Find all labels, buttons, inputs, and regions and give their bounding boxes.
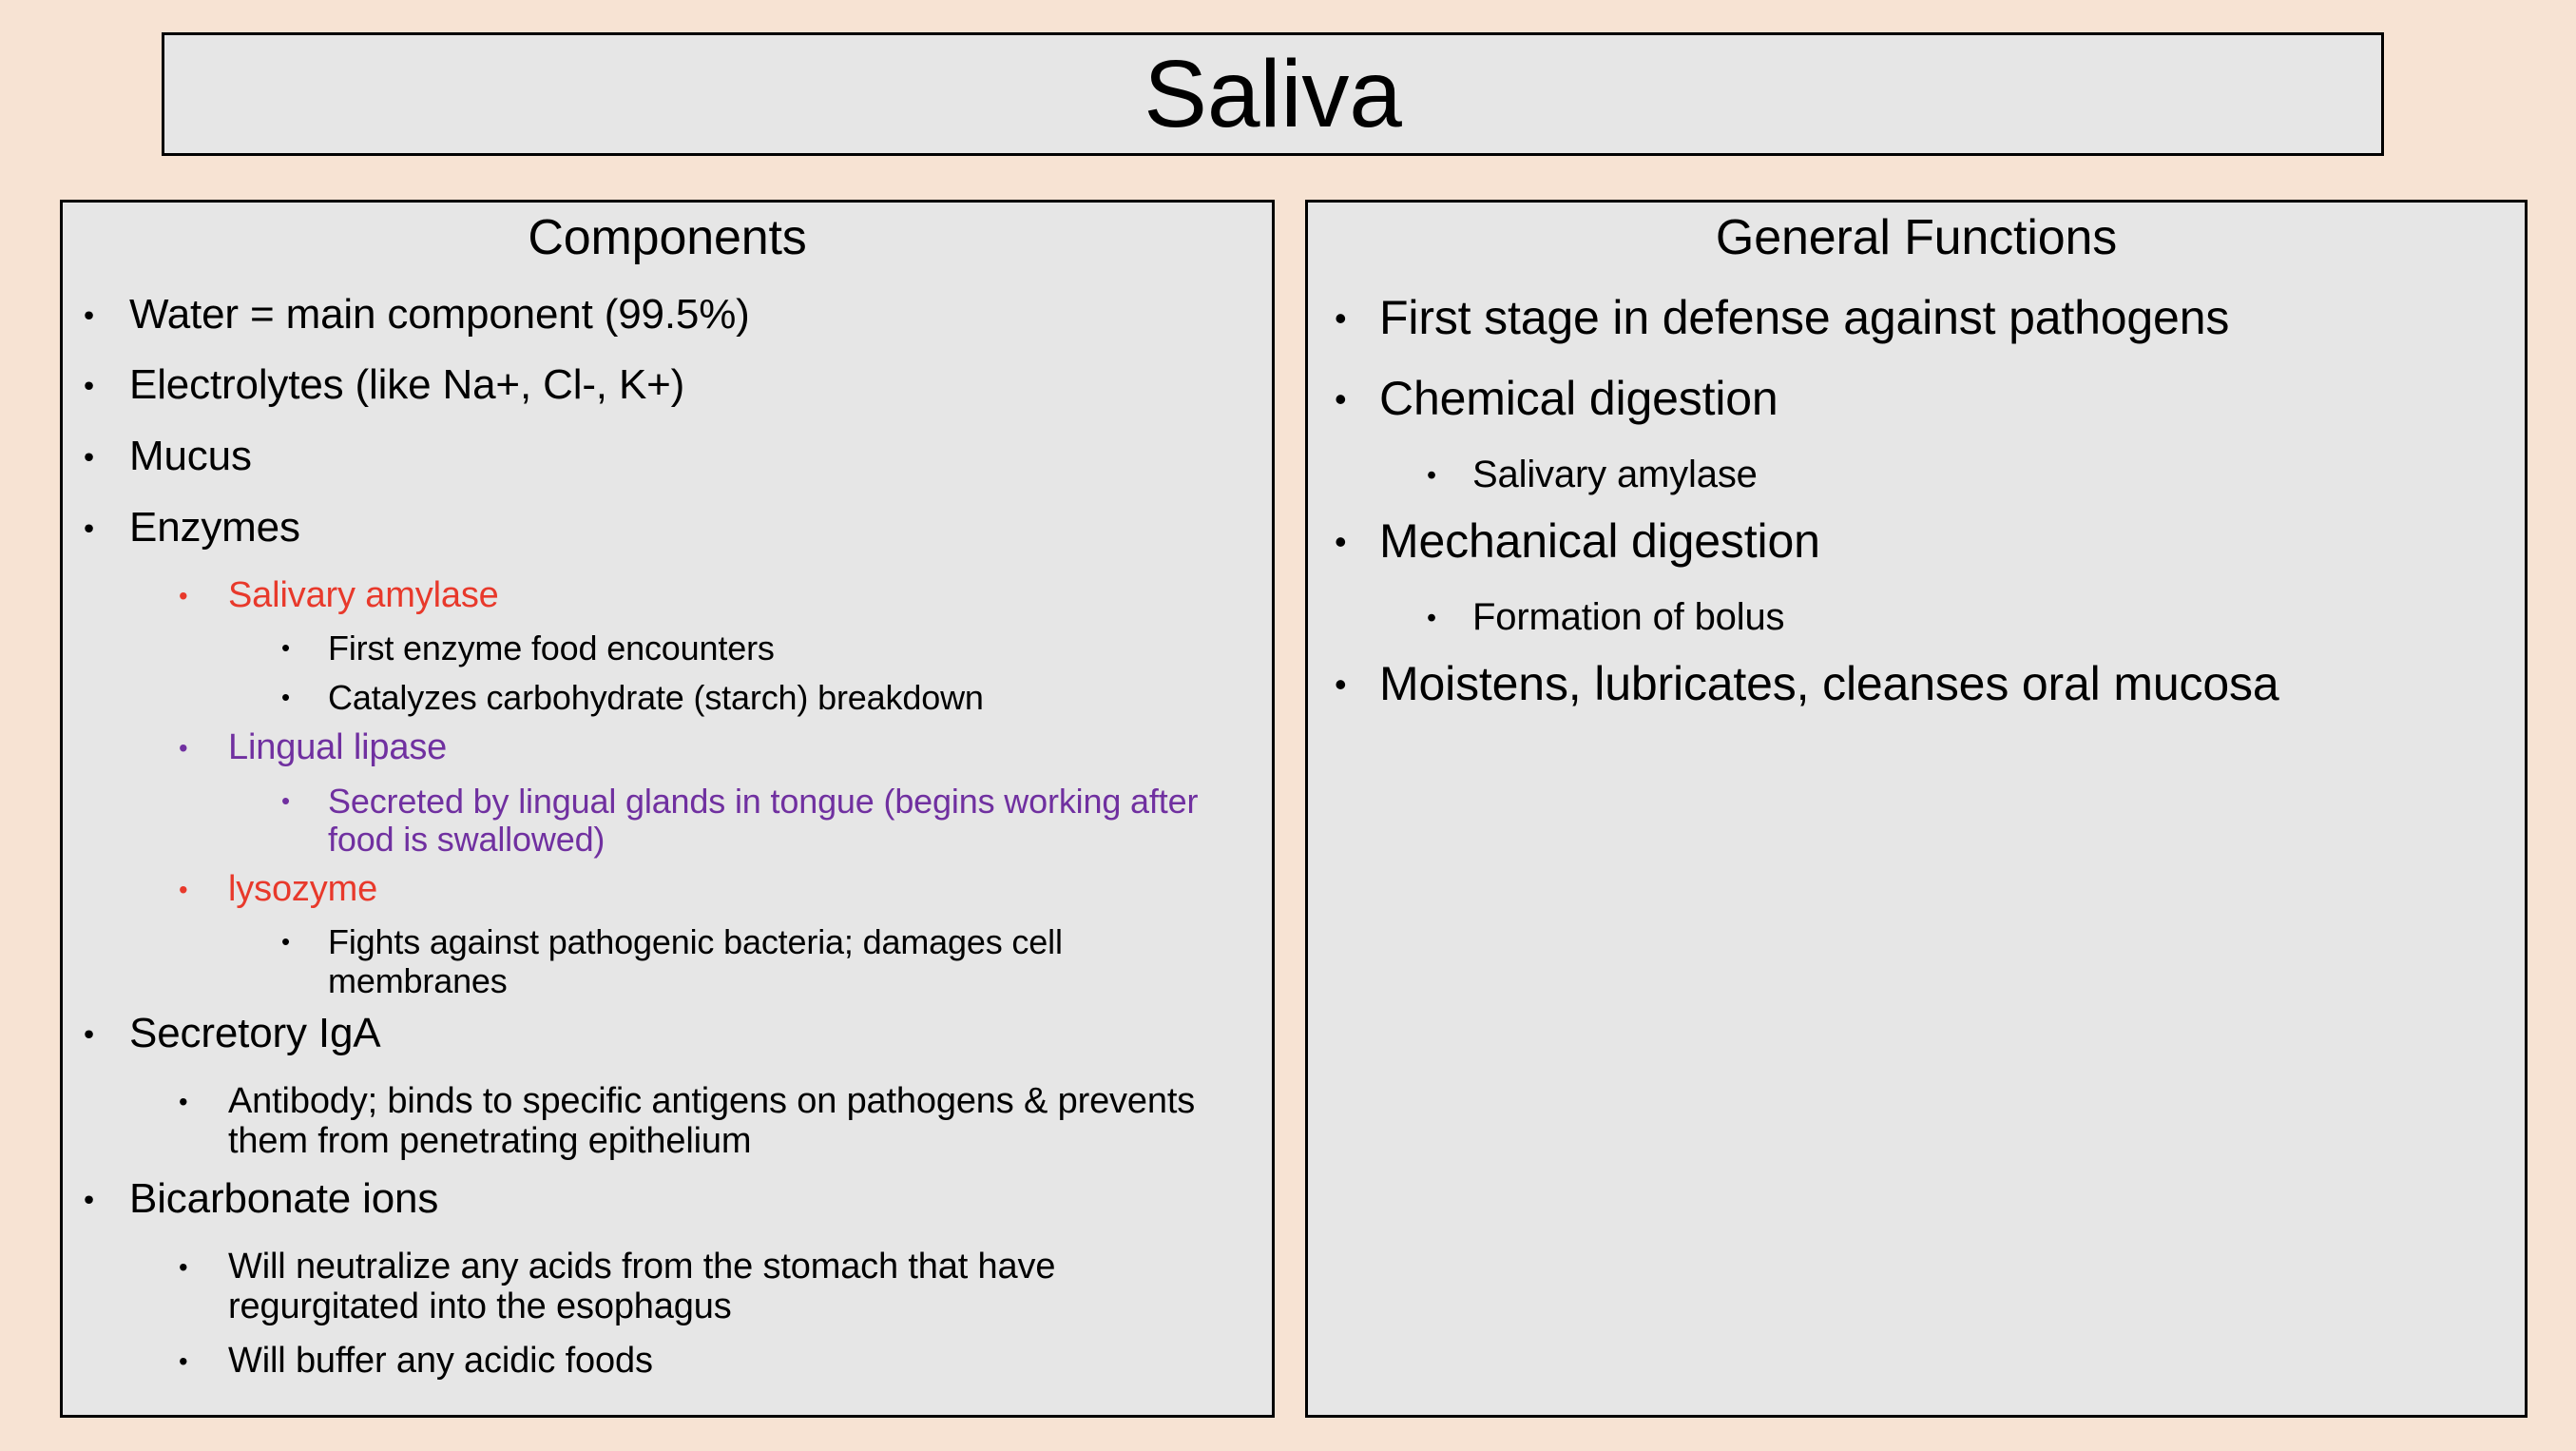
bullet-item-text: Enzymes [129, 503, 300, 551]
bullet-item-text: Electrolytes (like Na+, Cl-, K+) [129, 361, 685, 409]
bullet-icon: • [281, 788, 290, 816]
bullet-item [63, 1247, 1272, 1327]
bullet-item [1308, 657, 2525, 712]
bullet-item [63, 1010, 1272, 1058]
bullet-item [1308, 514, 2525, 570]
bullet-icon: • [1335, 379, 1347, 419]
bullet-icon: • [179, 580, 188, 610]
bullet-item [63, 1175, 1272, 1224]
bullet-item-text: lysozyme [228, 868, 378, 909]
general-functions-heading: General Functions [1715, 210, 2118, 265]
bullet-icon: • [179, 874, 188, 904]
bullet-icon: • [1335, 522, 1347, 562]
bullet-item-text: Fights against pathogenic bacteria; damages cell membranes [328, 922, 1063, 1000]
bullet-item [63, 629, 1272, 668]
bullet-item-text: Salivary amylase [1472, 453, 1758, 495]
bullet-item [63, 1081, 1272, 1162]
bullet-item-text: Moistens, lubricates, cleanses oral mucosa [1379, 656, 2279, 710]
bullet-icon: • [84, 439, 94, 474]
bullet-item-text: Mechanical digestion [1379, 514, 1820, 569]
components-heading: Components [528, 210, 807, 265]
components-panel [60, 200, 1275, 1418]
bullet-item [63, 291, 1272, 339]
bullet-item [63, 361, 1272, 410]
bullet-item [63, 1341, 1272, 1383]
bullet-icon: • [1335, 664, 1347, 704]
bullet-item [63, 727, 1272, 769]
bullet-icon: • [1335, 298, 1347, 338]
bullet-item [63, 433, 1272, 481]
page-title: Saliva [1144, 41, 1402, 147]
bullet-icon: • [281, 929, 290, 957]
bullet-item [63, 504, 1272, 552]
bullet-item [63, 923, 1272, 1000]
bullet-item-text: Water = main component (99.5%) [129, 290, 750, 338]
bullet-icon: • [84, 510, 94, 545]
bullet-icon: • [179, 1345, 188, 1376]
bullet-icon: • [84, 297, 94, 332]
bullet-item [1308, 454, 2525, 497]
bullet-icon: • [1427, 459, 1436, 491]
bullet-item [1308, 596, 2525, 640]
bullet-item-text: Secretory IgA [129, 1010, 381, 1057]
bullet-item-text: Will buffer any acidic foods [228, 1340, 653, 1381]
bullet-item-text: Formation of bolus [1472, 595, 1785, 638]
bullet-item-text: Catalyzes carbohydrate (starch) breakdown [328, 677, 984, 717]
bullet-item [1308, 372, 2525, 427]
bullet-item [1308, 291, 2525, 346]
bullet-item-text: Salivary amylase [228, 574, 499, 615]
bullet-item-text: Secreted by lingual glands in tongue (begins working after food is swallowed) [328, 782, 1199, 860]
bullet-item-text: Will neutralize any acids from the stomach that have regurgitated into the esophagus [228, 1246, 1056, 1327]
bullet-item [63, 679, 1272, 718]
bullet-item [63, 575, 1272, 617]
bullet-icon: • [1427, 602, 1436, 633]
bullet-icon: • [84, 368, 94, 403]
general-functions-panel [1305, 200, 2528, 1418]
bullet-item [63, 869, 1272, 911]
bullet-icon: • [179, 733, 188, 764]
bullet-icon: • [179, 1251, 188, 1282]
title-banner [162, 32, 2384, 156]
bullet-icon: • [84, 1181, 94, 1216]
bullet-item-text: Bicarbonate ions [129, 1174, 439, 1222]
bullet-item-text: Chemical digestion [1379, 372, 1778, 426]
bullet-icon: • [84, 1016, 94, 1052]
bullet-icon: • [281, 635, 290, 663]
bullet-item-text: Lingual lipase [228, 727, 448, 768]
bullet-item [63, 783, 1272, 860]
bullet-item-text: Mucus [129, 433, 252, 480]
bullet-item-text: First enzyme food encounters [328, 629, 775, 668]
bullet-item-text: Antibody; binds to specific antigens on pathogens & prevents them from penetrating epithelium [228, 1080, 1196, 1162]
bullet-icon: • [281, 684, 290, 711]
bullet-item-text: First stage in defense against pathogens [1379, 290, 2230, 344]
bullet-icon: • [179, 1086, 188, 1116]
